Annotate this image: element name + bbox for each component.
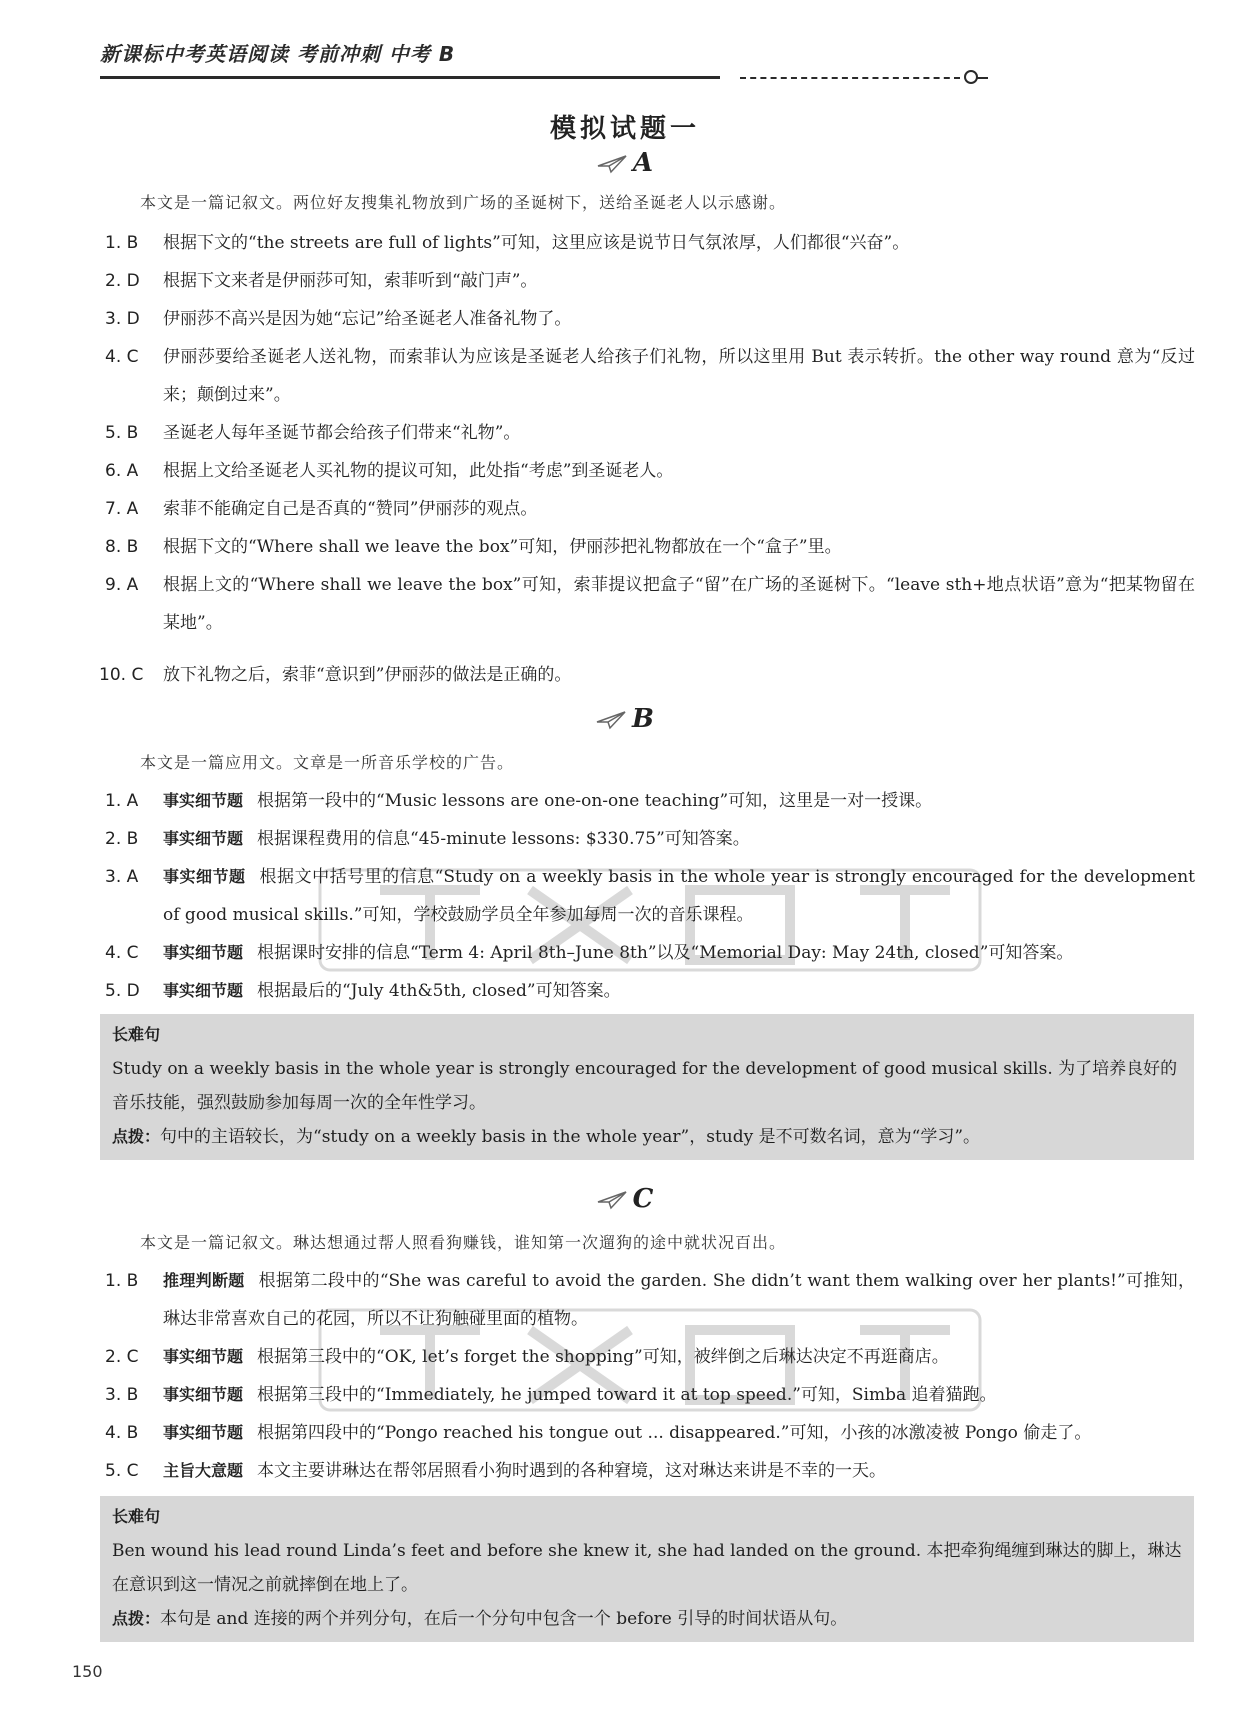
- answer-number: 3. A: [105, 867, 139, 887]
- answer-explanation: 根据下文的“Where shall we leave the box”可知，伊丽莎把礼物都放在一个“盒子”里。: [163, 537, 842, 557]
- callout-label: 长难句: [112, 1025, 161, 1044]
- answer-number: 4. C: [105, 943, 139, 963]
- answer-number: 2. B: [105, 829, 139, 849]
- callout-sentence: Ben wound his lead round Linda’s feet and before she knew it, she had landed on the ground. 本把牵狗绳缠到琳达的脚上，琳达在意识到这一情况之前就摔倒在地上了。: [112, 1541, 1182, 1595]
- answer-number: 3. B: [105, 1385, 139, 1405]
- answer-number: 9. A: [105, 575, 139, 595]
- answer-number: 5. C: [105, 1461, 139, 1481]
- section-a-summary: 本文是一篇记叙文。两位好友搜集礼物放到广场的圣诞树下，送给圣诞老人以示感谢。: [140, 193, 787, 212]
- callout-sentence: Study on a weekly basis in the whole year is strongly encouraged for the development of good musical skills. 为了培养良好的音乐技能，强烈鼓励参加每周一次的全年性学习。: [112, 1059, 1178, 1113]
- answer-item: [105, 414, 1195, 452]
- answer-number: 2. D: [105, 271, 140, 291]
- header-tail-rule: [976, 77, 988, 79]
- page-title: 模拟试题一: [549, 114, 700, 144]
- section-b-summary: 本文是一篇应用文。文章是一所音乐学校的广告。: [140, 753, 515, 772]
- answer-item: [105, 566, 1195, 642]
- answer-item: [105, 338, 1195, 414]
- answer-item: [105, 224, 1195, 262]
- answer-number: 6. A: [105, 461, 139, 481]
- long-sentence-box: [100, 1014, 1194, 1160]
- book-title: 新课标中考英语阅读 考前冲刺 中考 B: [100, 42, 456, 66]
- note-label: 点拨：: [112, 1127, 161, 1146]
- section-letter: A: [632, 148, 654, 178]
- paper-plane-icon: [597, 154, 627, 174]
- header-dashed-rule: [740, 77, 960, 79]
- answer-explanation: 根据下文来者是伊丽莎可知，索菲听到“敲门声”。: [163, 271, 538, 291]
- question-type-tag: 推理判断题: [163, 1271, 245, 1290]
- answer-item: [105, 452, 1195, 490]
- paper-plane-icon: [596, 710, 626, 730]
- question-type-tag: 事实细节题: [163, 867, 246, 886]
- question-type-tag: 事实细节题: [163, 943, 244, 962]
- question-type-tag: 事实细节题: [163, 791, 244, 810]
- section-heading-a: [0, 148, 1250, 178]
- callout-label: 长难句: [112, 1507, 161, 1526]
- answer-explanation: 根据第四段中的“Pongo reached his tongue out ... disappeared.”可知，小孩的冰激凌被 Pongo 偷走了。: [257, 1423, 1092, 1443]
- watermark-logo: [300, 1300, 1000, 1420]
- answer-explanation: 根据文中括号里的信息“Study on a weekly basis in the whole year is strongly encouraged for the development of good musical skills.”可知，学校鼓励学员全年参加每周一次的音乐课程。: [163, 867, 1195, 925]
- answer-number: 5. B: [105, 423, 139, 443]
- question-type-tag: 事实细节题: [163, 981, 244, 1000]
- note-label: 点拨：: [112, 1609, 161, 1628]
- answer-explanation: 根据第三段中的“Immediately, he jumped toward it at top speed.”可知，Simba 追着猫跑。: [257, 1385, 997, 1405]
- running-header: [100, 38, 980, 88]
- answer-number: 1. B: [105, 233, 139, 253]
- callout-note: 本句是 and 连接的两个并列分句，在后一个分句中包含一个 before 引导的时间状语从句。: [160, 1609, 848, 1629]
- answer-explanation: 索菲不能确定自己是否真的“赞同”伊丽莎的观点。: [163, 499, 538, 519]
- paper-plane-icon: [597, 1190, 627, 1210]
- answer-number: 7. A: [105, 499, 139, 519]
- answer-item: [99, 656, 1195, 694]
- answer-explanation: 本文主要讲琳达在帮邻居照看小狗时遇到的各种窘境，这对琳达来讲是不幸的一天。: [257, 1461, 887, 1481]
- answer-explanation: 根据下文的“the streets are full of lights”可知，这里应该是说节日气氛浓厚，人们都很“兴奋”。: [163, 233, 910, 253]
- section-heading-c: [0, 1184, 1250, 1214]
- answer-number: 8. B: [105, 537, 139, 557]
- answer-item: [105, 1452, 1195, 1490]
- section-letter: C: [632, 1184, 654, 1214]
- answer-item: [105, 490, 1195, 528]
- answer-number: 4. B: [105, 1423, 139, 1443]
- answer-explanation: 根据最后的“July 4th&5th, closed”可知答案。: [257, 981, 621, 1001]
- answer-number: 4. C: [105, 347, 139, 367]
- answer-number: 5. D: [105, 981, 140, 1001]
- answer-item: [105, 300, 1195, 338]
- watermark-logo: [300, 860, 1000, 980]
- question-type-tag: 事实细节题: [163, 1423, 244, 1442]
- answer-number: 1. B: [105, 1271, 139, 1291]
- answer-explanation: 根据上文给圣诞老人买礼物的提议可知，此处指“考虑”到圣诞老人。: [163, 461, 674, 481]
- answer-item: [105, 820, 1195, 858]
- section-letter: B: [632, 704, 654, 734]
- page-number: 150: [72, 1662, 103, 1681]
- section-heading-b: [0, 704, 1250, 734]
- question-type-tag: 事实细节题: [163, 829, 244, 848]
- answer-number: 2. C: [105, 1347, 139, 1367]
- answer-explanation: 根据上文的“Where shall we leave the box”可知，索菲提议把盒子“留”在广场的圣诞树下。“leave sth+地点状语”意为“把某物留在某地”。: [163, 575, 1195, 633]
- answer-explanation: 伊丽莎不高兴是因为她“忘记”给圣诞老人准备礼物了。: [163, 309, 572, 329]
- answer-explanation: 根据第三段中的“OK, let’s forget the shopping”可知，被绊倒之后琳达决定不再逛商店。: [257, 1347, 949, 1367]
- question-type-tag: 事实细节题: [163, 1347, 244, 1366]
- answer-explanation: 根据第二段中的“She was careful to avoid the garden. She didn’t want them walking over her plants!”可推知，琳达非常喜欢自己的花园，所以不让狗触碰里面的植物。: [163, 1271, 1195, 1329]
- answer-explanation: 放下礼物之后，索菲“意识到”伊丽莎的做法是正确的。: [163, 665, 572, 685]
- answer-explanation: 圣诞老人每年圣诞节都会给孩子们带来“礼物”。: [163, 423, 521, 443]
- question-type-tag: 主旨大意题: [163, 1461, 244, 1480]
- answer-number: 1. A: [105, 791, 139, 811]
- answer-item: [105, 782, 1195, 820]
- answer-explanation: 伊丽莎要给圣诞老人送礼物，而索菲认为应该是圣诞老人给孩子们礼物，所以这里用 But 表示转折。the other way round 意为“反过来；颠倒过来”。: [163, 347, 1195, 405]
- answer-item: [105, 528, 1195, 566]
- answer-item: [105, 262, 1195, 300]
- callout-note: 句中的主语较长，为“study on a weekly basis in the whole year”，study 是不可数名词，意为“学习”。: [160, 1127, 981, 1147]
- header-rule: [100, 76, 720, 79]
- question-type-tag: 事实细节题: [163, 1385, 244, 1404]
- long-sentence-box: [100, 1496, 1194, 1642]
- answer-number: 3. D: [105, 309, 140, 329]
- answer-number: 10. C: [99, 665, 144, 685]
- answer-explanation: 根据课时安排的信息“Term 4: April 8th–June 8th”以及“Memorial Day: May 24th, closed”可知答案。: [257, 943, 1074, 963]
- answer-explanation: 根据第一段中的“Music lessons are one-on-one teaching”可知，这里是一对一授课。: [257, 791, 933, 811]
- answer-explanation: 根据课程费用的信息“45-minute lessons: $330.75”可知答案。: [257, 829, 750, 849]
- section-c-summary: 本文是一篇记叙文。琳达想通过帮人照看狗赚钱，谁知第一次遛狗的途中就状况百出。: [140, 1233, 787, 1252]
